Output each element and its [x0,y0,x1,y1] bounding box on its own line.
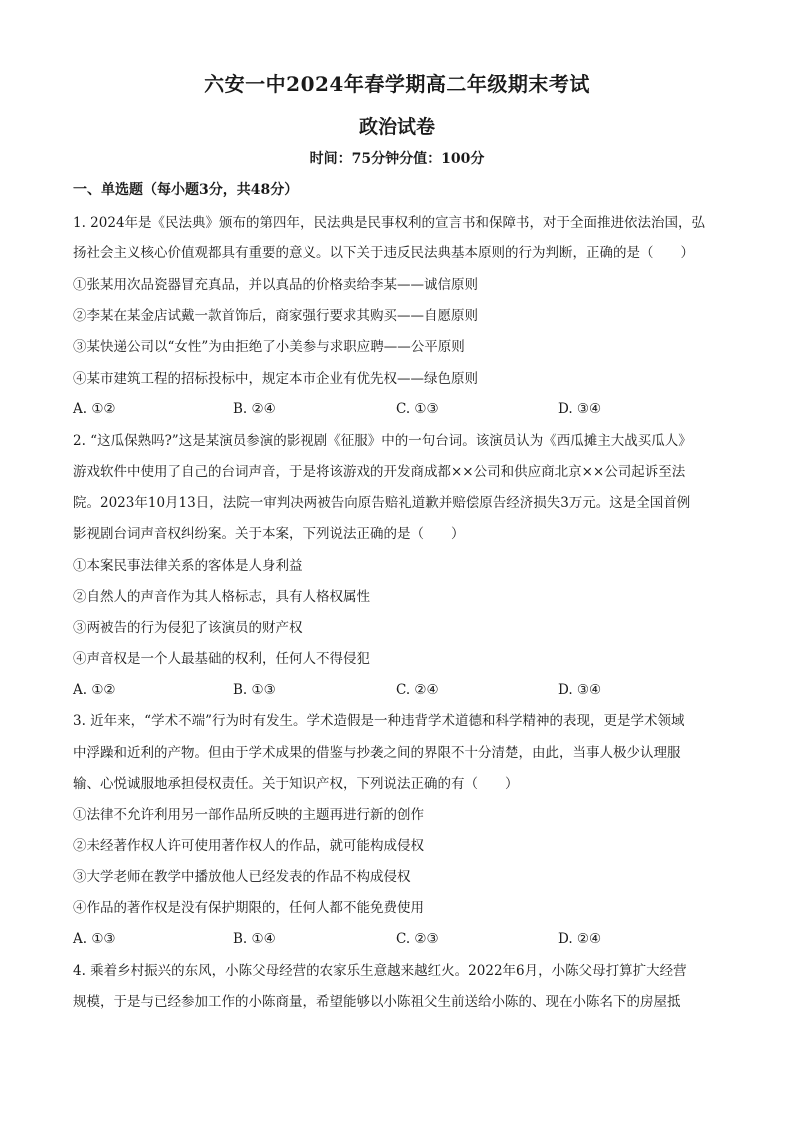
question-4-line-2: 规模，于是与已经参加工作的小陈商量，希望能够以小陈祖父生前送给小陈的、现在小陈名下的房屋抵 [73,994,681,1010]
question-2-option-c: C. ②④ [396,682,439,698]
question-1-option-c: C. ①③ [396,401,439,417]
question-3-statement-1: ①法律不允许利用另一部作品所反映的主题再进行新的创作 [73,807,424,823]
question-2-line-1: 2. “这瓜保熟吗?”这是某演员参演的影视剧《征服》中的一句台词。该演员认为《西瓜摊主大战买瓜人》 [73,433,692,449]
question-3-option-b: B. ①④ [233,931,276,947]
question-2-line-3: 院。2023年10月13日，法院一审判决两被告向原告赔礼道歉并赔偿原告经济损失3万元。这是全国首例 [73,495,691,511]
question-3-option-c: C. ②③ [396,931,439,947]
question-2-statement-3: ③两被告的行为侵犯了该演员的财产权 [73,620,303,636]
question-3-statement-4: ④作品的著作权是没有保护期限的，任何人都不能免费使用 [73,900,424,916]
question-3-option-a: A. ①③ [73,931,116,947]
question-3-line-2: 中浮躁和近利的产物。但由于学术成果的借鉴与抄袭之间的界限不十分清楚，由此，当事人极少认理服 [73,745,681,761]
exam-title: 六安一中2024年春学期高二年级期末考试 [204,72,590,96]
question-1-line-2: 扬社会主义核心价值观都具有重要的意义。以下关于违反民法典基本原则的行为判断，正确的是（ ） [73,245,694,261]
question-1-option-d: D. ③④ [558,401,602,417]
question-3-line-1: 3. 近年来，“学术不端”行为时有发生。学术造假是一种违背学术道德和科学精神的表现，更是学术领域 [73,713,685,729]
question-1-statement-2: ②李某在某金店试戴一款首饰后，商家强行要求其购买——自愿原则 [73,308,478,324]
question-2-statement-4: ④声音权是一个人最基础的权利，任何人不得侵犯 [73,651,370,667]
exam-subject: 政治试卷 [358,116,435,138]
question-3-statement-3: ③大学老师在教学中播放他人已经发表的作品不构成侵权 [73,869,411,885]
exam-meta: 时间：75分钟分值：100分 [309,151,485,167]
question-2-statement-1: ①本案民事法律关系的客体是人身利益 [73,558,303,574]
question-1-option-a: A. ①② [73,401,116,417]
question-4-line-1: 4. 乘着乡村振兴的东风，小陈父母经营的农家乐生意越来越红火。2022年6月，小陈父母打算扩大经营 [73,963,687,979]
question-1-statement-3: ③某快递公司以“女性”为由拒绝了小美参与求职应聘——公平原则 [73,339,465,355]
question-1-line-1: 1. 2024年是《民法典》颁布的第四年，民法典是民事权利的宣言书和保障书，对于全面推进依法治国，弘 [73,215,706,231]
question-2-option-b: B. ①③ [233,682,276,698]
question-1-statement-1: ①张某用次品瓷器冒充真品，并以真品的价格卖给李某——诚信原则 [73,277,478,293]
question-1-statement-4: ④某市建筑工程的招标投标中，规定本市企业有优先权——绿色原则 [73,371,478,387]
question-2-option-a: A. ①② [73,682,116,698]
question-2-line-2: 游戏软件中使用了自己的台词声音，于是将该游戏的开发商成都××公司和供应商北京××公司起诉至法 [73,464,686,480]
question-3-line-3: 输、心悦诚服地承担侵权责任。关于知识产权，下列说法正确的有（ ） [73,776,519,792]
question-1-option-b: B. ②④ [233,401,276,417]
section-heading: 一、单选题（每小题3分，共48分） [73,182,299,198]
question-3-option-d: D. ②④ [558,931,602,947]
question-3-statement-2: ②未经著作权人许可使用著作权人的作品，就可能构成侵权 [73,838,424,854]
question-2-line-4: 影视剧台词声音权纠纷案。关于本案，下列说法正确的是（ ） [73,526,465,542]
question-2-statement-2: ②自然人的声音作为其人格标志，具有人格权属性 [73,589,370,605]
question-2-option-d: D. ③④ [558,682,602,698]
